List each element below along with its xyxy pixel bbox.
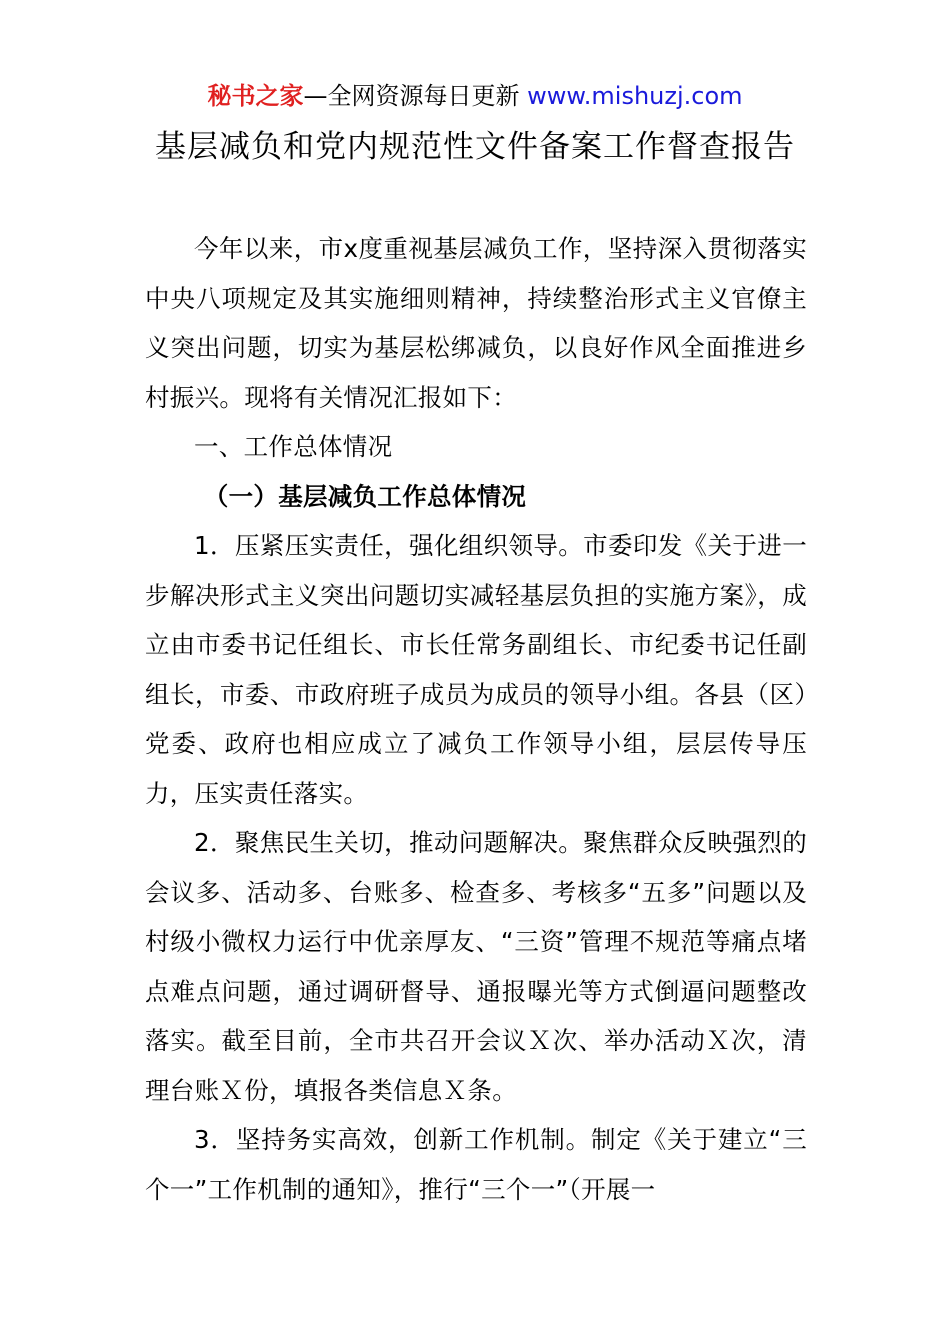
brand-name: 秘书之家	[207, 82, 304, 110]
body-paragraph: 3．坚持务实高效，创新工作机制。制定《关于建立“三个一”工作机制的通知》，推行“三个一”（开展一	[145, 1125, 807, 1204]
subsection-heading: （一）基层减负工作总体情况	[203, 481, 527, 511]
site-header	[0, 80, 950, 112]
document-body	[145, 224, 807, 1214]
header-slogan: —全网资源每日更新	[303, 82, 528, 110]
document-title: 基层减负和党内规范性文件备案工作督查报告	[155, 129, 795, 165]
site-url-link[interactable]: www.mishuzj.com	[527, 82, 743, 110]
body-paragraph: 1．压紧压实责任，强化组织领导。市委印发《关于进一步解决形式主义突出问题切实减轻基层负担的实施方案》，成立由市委书记任组长、市长任常务副组长、市纪委书记任副组长，市委、市政府班子成员为成员的领导小组。各县（区）党委、政府也相应成立了减负工作领导小组，层层传导压力，压实责任落实。	[145, 531, 807, 808]
body-paragraph: 2．聚焦民生关切，推动问题解决。聚焦群众反映强烈的会议多、活动多、台账多、检查多、考核多“五多”问题以及村级小微权力运行中优亲厚友、“三资”管理不规范等痛点堵点难点问题，通过调研督导、通报曝光等方式倒逼问题整改落实。截至目前，全市共召开会议Ｘ次、举办活动Ｘ次，清理台账Ｘ份，填报各类信息Ｘ条。	[145, 828, 807, 1105]
intro-paragraph: 今年以来，市x度重视基层减负工作，坚持深入贯彻落实中央八项规定及其实施细则精神，持续整治形式主义官僚主义突出问题，切实为基层松绑减负，以良好作风全面推进乡村振兴。现将有关情况汇报如下：	[145, 234, 807, 412]
section-heading: 一、工作总体情况	[194, 432, 393, 461]
